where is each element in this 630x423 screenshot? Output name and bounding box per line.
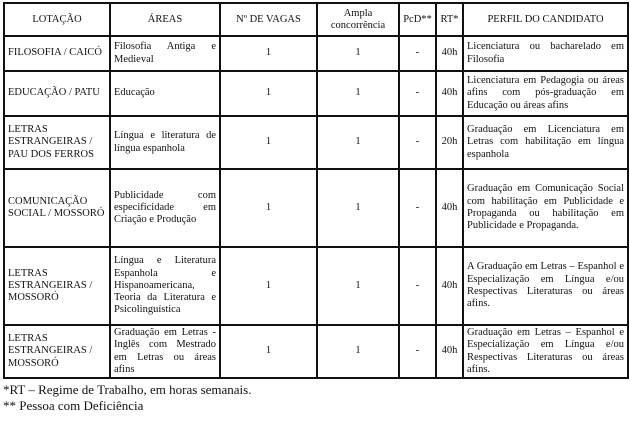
table-row — [4, 71, 628, 116]
cell-ampla: 1 — [317, 36, 399, 71]
cell-rt: 40h — [436, 325, 463, 378]
cell-ampla: 1 — [317, 116, 399, 169]
footnote-rt: *RT – Regime de Trabalho, em horas semanais. — [3, 382, 252, 398]
cell-rt: 40h — [436, 169, 463, 247]
table-row — [4, 116, 628, 169]
cell-lotacao: FILOSOFIA / CAICÓ — [4, 36, 110, 71]
cell-vagas: 1 — [220, 116, 317, 169]
cell-ampla: 1 — [317, 169, 399, 247]
cell-pcd: - — [399, 116, 436, 169]
cell-ampla: 1 — [317, 247, 399, 325]
cell-perfil: A Graduação em Letras – Espanhol e Especialização em Língua e/ou Respectivas Literaturas ou áreas afins. — [463, 247, 628, 325]
cell-rt: 20h — [436, 116, 463, 169]
cell-lotacao: LETRAS ESTRANGEIRAS / PAU DOS FERROS — [4, 116, 110, 169]
table-header-row — [4, 3, 628, 36]
cell-area: Língua e literatura de língua espanhola — [110, 116, 220, 169]
cell-lotacao: LETRAS ESTRANGEIRAS / MOSSORÓ — [4, 247, 110, 325]
cell-pcd: - — [399, 169, 436, 247]
cell-pcd: - — [399, 325, 436, 378]
cell-area: Língua e Literatura Espanhola e Hispanoamericana, Teoria da Literatura e Psicolinguística — [110, 247, 220, 325]
cell-rt: 40h — [436, 71, 463, 116]
table-row — [4, 325, 628, 378]
header-ampla: Ampla concorrência — [317, 3, 399, 36]
cell-rt: 40h — [436, 36, 463, 71]
cell-area: Publicidade com especificidade em Criação e Produção — [110, 169, 220, 247]
header-rt: RT* — [436, 3, 463, 36]
cell-vagas: 1 — [220, 36, 317, 71]
cell-perfil: Graduação em Licenciatura em Letras com habilitação em língua espanhola — [463, 116, 628, 169]
cell-pcd: - — [399, 36, 436, 71]
cell-area: Graduação em Letras - Inglês com Mestrado em Letras ou áreas afins — [110, 325, 220, 378]
cell-perfil: Licenciatura em Pedagogia ou áreas afins com pós-graduação em Educação ou áreas afins — [463, 71, 628, 116]
cell-pcd: - — [399, 247, 436, 325]
cell-area: Filosofia Antiga e Medieval — [110, 36, 220, 71]
table-row — [4, 36, 628, 71]
footnote-pcd: ** Pessoa com Deficiência — [3, 398, 144, 414]
cell-lotacao: EDUCAÇÃO / PATU — [4, 71, 110, 116]
cell-perfil: Graduação em Letras – Espanhol e Especialização em Língua e/ou Respectivas Literaturas ou áreas afins. — [463, 325, 628, 378]
cell-pcd: - — [399, 71, 436, 116]
cell-vagas: 1 — [220, 247, 317, 325]
header-pcd: PcD** — [399, 3, 436, 36]
footnotes — [3, 382, 627, 414]
cell-lotacao: COMUNICAÇÃO SOCIAL / MOSSORÓ — [4, 169, 110, 247]
cell-ampla: 1 — [317, 325, 399, 378]
cell-lotacao: LETRAS ESTRANGEIRAS / MOSSORÓ — [4, 325, 110, 378]
cell-perfil: Graduação em Comunicação Social com habilitação em Publicidade e Propaganda ou habilitação em Publicidade e Propaganda. — [463, 169, 628, 247]
cell-area: Educação — [110, 71, 220, 116]
header-areas: ÁREAS — [110, 3, 220, 36]
cell-perfil: Licenciatura ou bacharelado em Filosofia — [463, 36, 628, 71]
cell-ampla: 1 — [317, 71, 399, 116]
cell-vagas: 1 — [220, 169, 317, 247]
cell-rt: 40h — [436, 247, 463, 325]
vagas-table — [3, 2, 629, 379]
table-row — [4, 169, 628, 247]
cell-vagas: 1 — [220, 71, 317, 116]
header-vagas: Nº DE VAGAS — [220, 3, 317, 36]
header-lotacao: LOTAÇÃO — [4, 3, 110, 36]
cell-vagas: 1 — [220, 325, 317, 378]
header-perfil: PERFIL DO CANDIDATO — [463, 3, 628, 36]
vagas-document — [3, 2, 627, 414]
table-row — [4, 247, 628, 325]
